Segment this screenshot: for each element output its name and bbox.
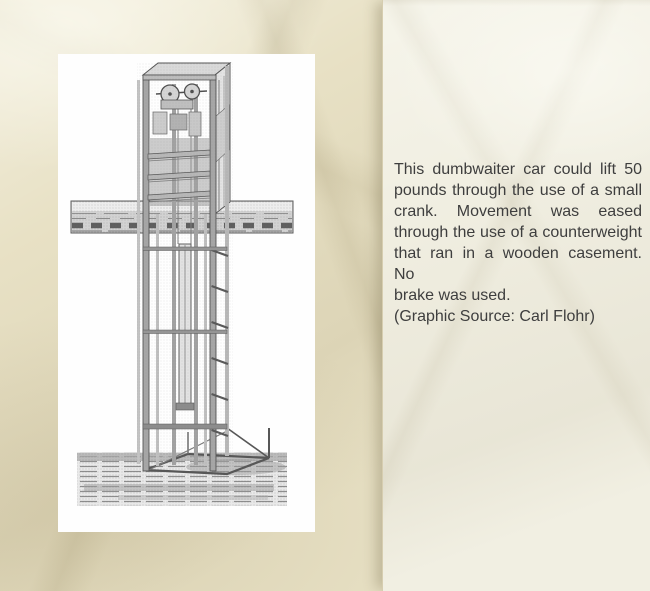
caption (394, 159, 642, 327)
caption-line: crank. Movement was eased (394, 203, 642, 220)
caption-line: brake was used. (394, 287, 511, 304)
figure-frame (58, 54, 315, 532)
caption-line: This dumbwaiter car could lift 50 (394, 161, 642, 178)
content-panel (382, 0, 650, 591)
caption-line: that ran in a wooden casement. No (394, 245, 642, 283)
dumbwaiter-engraving-icon (58, 54, 315, 532)
halftone-texture (137, 63, 233, 467)
caption-line: through the use of a counterweight (394, 224, 642, 241)
caption-line: pounds through the use of a small (394, 182, 642, 199)
caption-source: (Graphic Source: Carl Flohr) (394, 308, 595, 325)
